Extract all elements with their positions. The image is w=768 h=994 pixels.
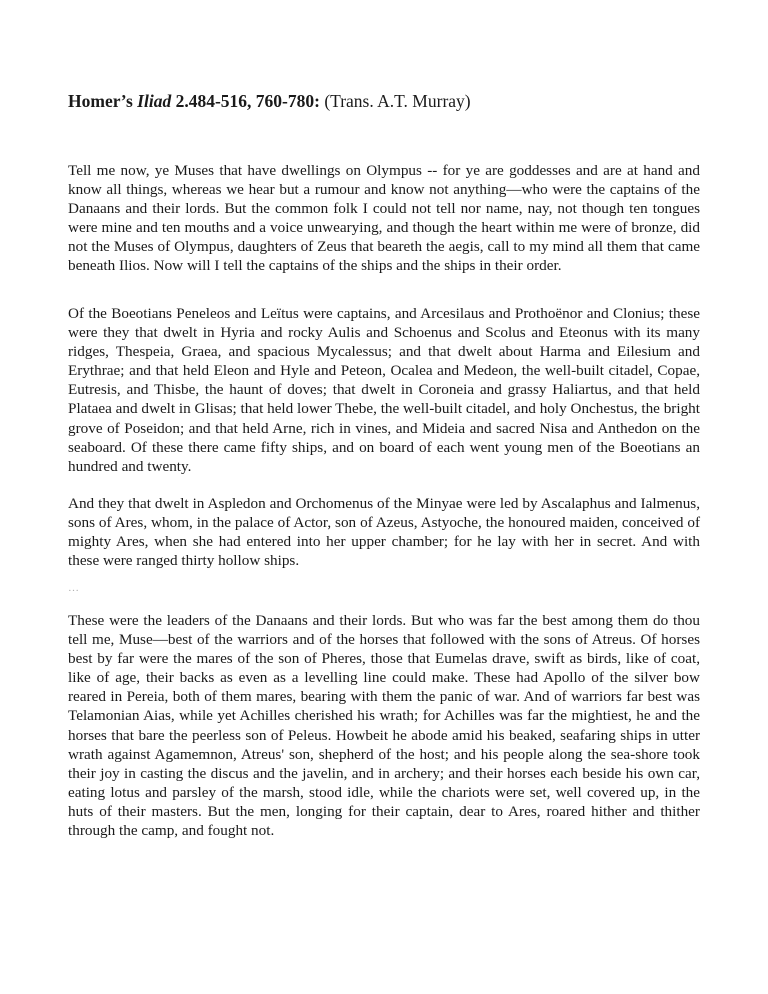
title-author: Homer’s bbox=[68, 91, 138, 111]
paragraph-best-warriors-horses: These were the leaders of the Danaans and their lords. But who was far the best among them do thou tell me, Muse—best of the warriors and of the horses that followed with the sons of Atreus. Of horses best by far were the mares of the son of Pheres, those that Eumelas drave, swift as birds, like of coat, like of age, their backs as even as a levelling line could make. These had Apollo of the silver bow reared in Pereia, both of them mares, bearing with them the panic of war. And of warriors far best was Telamonian Aias, while yet Achilles cherished his wrath; for Achilles was far the mightiest, he and the horses that bare the peerless son of Peleus. Howbeit he abode amid his beaked, seafaring ships in utter wrath against Agamemnon, Atreus' son, shepherd of the host; and his people along the sea-shore took their joy in casting the discus and the javelin, and in archery; and their horses each beside his own car, eating lotus and parsley of the marsh, stood idle, while the chariots were set, well covered up, in the huts of their masters. But the men, longing for their captain, dear to Ares, roared hither and thither through the camp, and fought not. bbox=[68, 612, 700, 840]
paragraph-aspledon-orchomenus: And they that dwelt in Aspledon and Orchomenus of the Minyae were led by Ascalaphus and Ialmenus, sons of Ares, whom, in the palace of Actor, son of Azeus, Astyoche, the honoured maiden, conceived of mighty Ares, when she had entered into her upper chamber; for he lay with her in secret. And with these were ranged thirty hollow ships. bbox=[68, 495, 700, 570]
paragraph-muses-invocation: Tell me now, ye Muses that have dwellings on Olympus -- for ye are goddesses and are at hand and know all things, whereas we hear but a rumour and know not anything—who were the captains of the Danaans and their lords. But the common folk I could not tell nor name, nay, not though ten tongues were mine and ten mouths and a voice unwearying, and though the heart within me were of bronze, did not the Muses of Olympus, daughters of Zeus that beareth the aegis, call to my mind all them that came beneath Ilios. Now will I tell the captains of the ships and the ships in their order. bbox=[68, 162, 700, 275]
title-translation: (Trans. A.T. Murray) bbox=[319, 91, 471, 111]
paragraph-boeotians: Of the Boeotians Peneleos and Leïtus were captains, and Arcesilaus and Prothoënor and Clonius; these were they that dwelt in Hyria and rocky Aulis and Schoenus and Scolus and Eteonus with its many ridges, Thespeia, Graea, and spacious Mycalessus; and that dwelt about Harma and Eilesium and Erythrae; and that held Eleon and Hyle and Peteon, Ocalea and Medeon, the well-built citadel, Copae, Eutresis, and Thisbe, the haunt of doves; that dwelt in Coroneia and grassy Haliartus, and that held Plataea and dwelt in Glisas; that held lower Thebe, the well-built citadel, and holy Onchestus, the bright grove of Poseidon; and that held Arne, rich in vines, and Mideia and sacred Nisa and Anthedon on the seaboard. Of these there came fifty ships, and on board of each went young men of the Boeotians an hundred and twenty. bbox=[68, 305, 700, 475]
title-line-range: 2.484-516, 760-780: bbox=[171, 91, 320, 111]
omission-ellipsis: … bbox=[68, 582, 80, 594]
title-work: Iliad bbox=[137, 91, 172, 111]
page-title bbox=[68, 89, 708, 113]
